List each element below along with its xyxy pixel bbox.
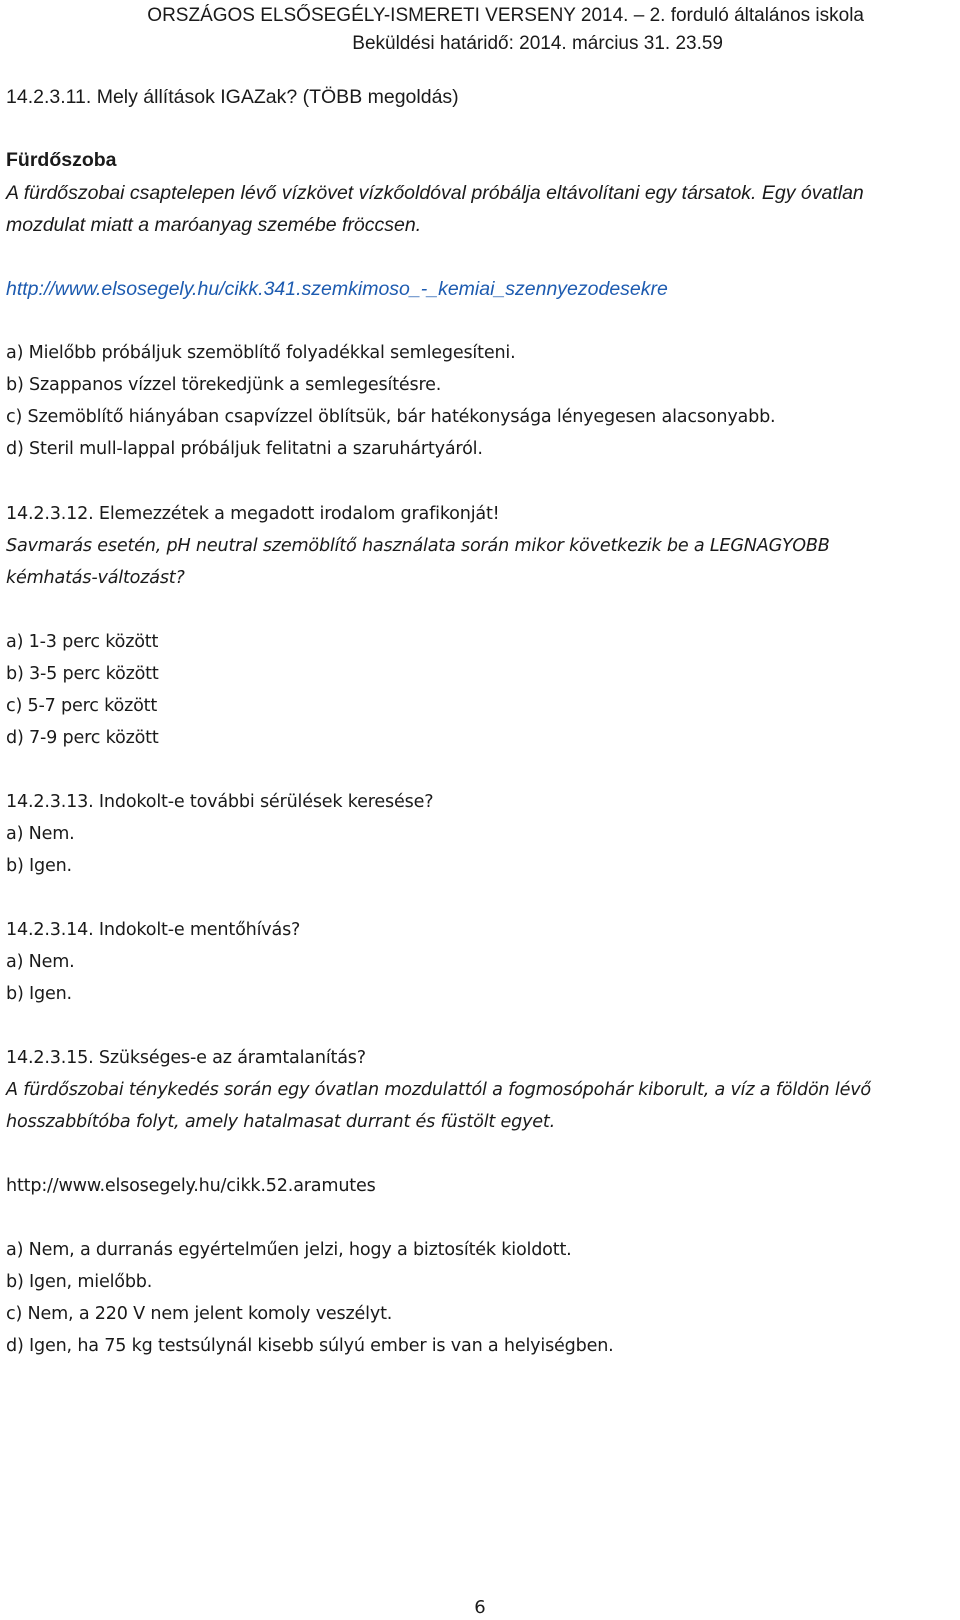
question-12-prompt-line2: kémhatás-változást? bbox=[6, 568, 185, 588]
page-header bbox=[0, 2, 960, 58]
question-15-option-d: d) Igen, ha 75 kg testsúlynál kisebb súlyú ember is van a helyiségben. bbox=[6, 1336, 614, 1356]
section-heading: Fürdőszoba bbox=[6, 149, 117, 171]
question-15-option-c: c) Nem, a 220 V nem jelent komoly veszélyt. bbox=[6, 1304, 393, 1324]
question-11-reference-link[interactable]: http://www.elsosegely.hu/cikk.341.szemkimoso_-_kemiai_szennyezodesekre bbox=[6, 278, 668, 300]
question-12-option-b: b) 3-5 perc között bbox=[6, 664, 159, 684]
question-12-option-a: a) 1-3 perc között bbox=[6, 632, 159, 652]
question-12-title: 14.2.3.12. Elemezzétek a megadott irodalom grafikonját! bbox=[6, 504, 500, 524]
question-15-scenario-line2: hosszabbítóba folyt, amely hatalmasat durrant és füstölt egyet. bbox=[6, 1112, 555, 1132]
question-13-option-a: a) Nem. bbox=[6, 824, 75, 844]
question-14-option-a: a) Nem. bbox=[6, 952, 75, 972]
question-11-option-b: b) Szappanos vízzel törekedjünk a semlegesítésre. bbox=[6, 375, 442, 395]
question-11-option-d: d) Steril mull-lappal próbáljuk felitatni a szaruhártyáról. bbox=[6, 439, 483, 459]
question-12-option-c: c) 5-7 perc között bbox=[6, 696, 158, 716]
question-13-title: 14.2.3.13. Indokolt-e további sérülések keresése? bbox=[6, 792, 434, 812]
question-15-reference-link[interactable]: http://www.elsosegely.hu/cikk.52.aramutes bbox=[6, 1176, 376, 1196]
question-15-option-b: b) Igen, mielőbb. bbox=[6, 1272, 153, 1292]
question-12-prompt-line1: Savmarás esetén, pH neutral szemöblítő használata során mikor következik be a LEGNAGYOBB bbox=[6, 536, 830, 556]
question-15-scenario-line1: A fürdőszobai ténykedés során egy óvatlan mozdulattól a fogmosópohár kiborult, a víz a földön lévő bbox=[6, 1080, 871, 1100]
page-number: 6 bbox=[474, 1597, 486, 1618]
question-13-option-b: b) Igen. bbox=[6, 856, 72, 876]
question-14-option-b: b) Igen. bbox=[6, 984, 72, 1004]
question-15-option-a: a) Nem, a durranás egyértelműen jelzi, hogy a biztosíték kioldott. bbox=[6, 1240, 572, 1260]
question-14-title: 14.2.3.14. Indokolt-e mentőhívás? bbox=[6, 920, 301, 940]
header-deadline: Beküldési határidő: 2014. március 31. 23.59 bbox=[352, 33, 723, 54]
question-11-option-c: c) Szemöblítő hiányában csapvízzel öblítsük, bár hatékonysága lényegesen alacsonyabb. bbox=[6, 407, 776, 427]
question-12-option-d: d) 7-9 perc között bbox=[6, 728, 159, 748]
question-15-title: 14.2.3.15. Szükséges-e az áramtalanítás? bbox=[6, 1048, 366, 1068]
question-11-option-a: a) Mielőbb próbáljuk szemöblítő folyadékkal semlegesíteni. bbox=[6, 343, 516, 363]
question-11-title: 14.2.3.11. Mely állítások IGAZak? (TÖBB megoldás) bbox=[6, 86, 459, 108]
question-11-scenario-line2: mozdulat miatt a maróanyag szemébe fröccsen. bbox=[6, 214, 422, 236]
header-competition-title: ORSZÁGOS ELSŐSEGÉLY-ISMERETI VERSENY 2014. – 2. forduló általános iskola bbox=[147, 5, 864, 26]
question-11-scenario-line1: A fürdőszobai csaptelepen lévő vízkövet vízkőoldóval próbálja eltávolítani egy társatok. Egy óvatlan bbox=[6, 182, 864, 204]
